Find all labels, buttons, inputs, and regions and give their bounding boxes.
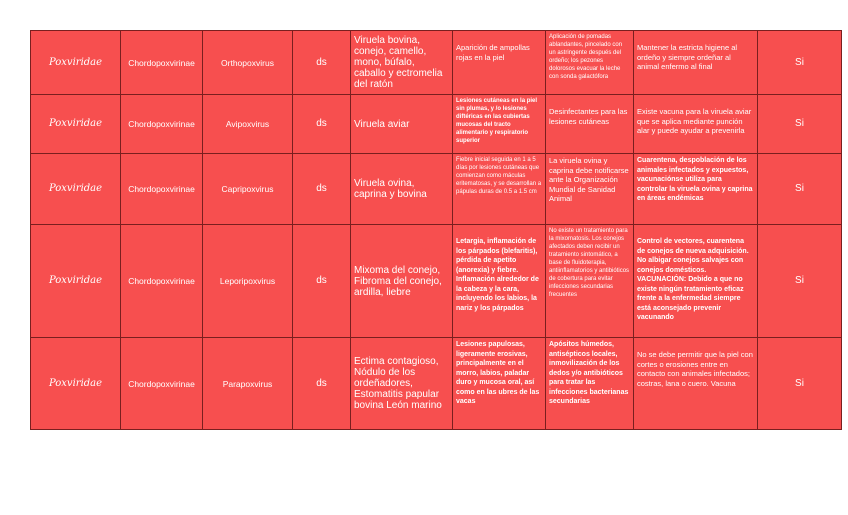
genus-cell: Avipoxvirus — [203, 95, 293, 154]
family-cell: Poxviridae — [31, 338, 121, 430]
family-cell: Poxviridae — [31, 154, 121, 225]
zoonosis-cell: Si — [758, 338, 842, 430]
disease-cell: Viruela bovina, conejo, camello, mono, búfalo, caballo y ectromelia del ratón — [351, 31, 453, 95]
subfamily-cell: Chordopoxvirinae — [121, 154, 203, 225]
genome-cell: ds — [293, 225, 351, 338]
treatment-cell: La viruela ovina y caprina debe notificarse ante la Organización Mundial de Sanidad Animal — [546, 154, 634, 225]
genus-cell: Parapoxvirus — [203, 338, 293, 430]
genome-cell: ds — [293, 154, 351, 225]
family-cell: Poxviridae — [31, 95, 121, 154]
signs-cell: Letargia, inflamación de los párpados (blefaritis), pérdida de apetito (anorexia) y fiebre. Inflamación alrededor de la cabeza y la cara, incluyendo los labios, la nariz y los párpados — [453, 225, 546, 338]
table-row — [31, 225, 842, 338]
family-cell: Poxviridae — [31, 225, 121, 338]
zoonosis-cell: Si — [758, 154, 842, 225]
signs-cell: Fiebre inicial seguida en 1 a 5 días por lesiones cutáneas que comienzan como máculas eritematosas, y se desarrollan a pápulas duras de 0.5 a 1.5 cm — [453, 154, 546, 225]
subfamily-cell: Chordopoxvirinae — [121, 338, 203, 430]
table-row — [31, 31, 842, 95]
treatment-cell: No existe un tratamiento para la mixomatosis. Los conejos afectados deben recibir un tratamiento sintomático, a base de fluidoterapia, antiinflamatorios y antibióticos de cobertura para evitar infecciones secundarias frecuentes — [546, 225, 634, 338]
zoonosis-cell: Si — [758, 225, 842, 338]
table-row — [31, 95, 842, 154]
subfamily-cell: Chordopoxvirinae — [121, 225, 203, 338]
genome-cell: ds — [293, 31, 351, 95]
disease-cell: Ectima contagioso, Nódulo de los ordeñadores, Estomatitis papular bovina León marino — [351, 338, 453, 430]
disease-cell: Viruela ovina, caprina y bovina — [351, 154, 453, 225]
treatment-cell: Desinfectantes para las lesiones cutáneas — [546, 95, 634, 154]
genome-cell: ds — [293, 338, 351, 430]
genus-cell: Capripoxvirus — [203, 154, 293, 225]
genus-cell: Leporipoxvirus — [203, 225, 293, 338]
prevention-cell: Cuarentena, despoblación de los animales infectados y expuestos, vacunaciónse utiliza para controlar la viruela ovina y caprina en áreas endémicas — [634, 154, 758, 225]
signs-cell: Aparición de ampollas rojas en la piel — [453, 31, 546, 95]
treatment-cell: Apósitos húmedos, antisépticos locales, inmovilización de los dedos y/o antibióticos para tratar las infecciones bacterianas secundarias — [546, 338, 634, 430]
genus-cell: Orthopoxvirus — [203, 31, 293, 95]
disease-cell: Viruela aviar — [351, 95, 453, 154]
treatment-cell: Aplicación de pomadas ablandantes, pincelado con un astringente después del ordeño; los pezones dolorosos evacuar la leche con sonda galactófora — [546, 31, 634, 95]
family-cell: Poxviridae — [31, 31, 121, 95]
zoonosis-cell: Si — [758, 31, 842, 95]
prevention-cell: Mantener la estricta higiene al ordeño y siempre ordeñar al animal enfermo al final — [634, 31, 758, 95]
subfamily-cell: Chordopoxvirinae — [121, 95, 203, 154]
table-row — [31, 338, 842, 430]
prevention-cell: Existe vacuna para la viruela aviar que se aplica mediante punción alar y puede ayudar a prevenirla — [634, 95, 758, 154]
virus-table — [30, 30, 842, 430]
prevention-cell: No se debe permitir que la piel con cortes o erosiones entre en contacto con animales infectados; costras, lana o cuero. Vacuna — [634, 338, 758, 430]
prevention-cell: Control de vectores, cuarentena de conejos de nueva adquisición. No albigar conejos salvajes con conejos domésticos. VACUNACIÓN: Debido a que no existe ningún tratamiento eficaz frente a la enfermedad siempre está aconsejado prevenir vacunando — [634, 225, 758, 338]
genome-cell: ds — [293, 95, 351, 154]
zoonosis-cell: Si — [758, 95, 842, 154]
signs-cell: Lesiones papulosas, ligeramente erosivas, principalmente en el morro, labios, paladar duro y mucosa oral, así como en las ubres de las vacas — [453, 338, 546, 430]
signs-cell: Lesiones cutáneas en la piel sin plumas, y /o lesiones diftéricas en las cubiertas mucosas del tracto alimentario y respiratorio superior — [453, 95, 546, 154]
subfamily-cell: Chordopoxvirinae — [121, 31, 203, 95]
table-row — [31, 154, 842, 225]
disease-cell: Mixoma del conejo, Fibroma del conejo, ardilla, liebre — [351, 225, 453, 338]
